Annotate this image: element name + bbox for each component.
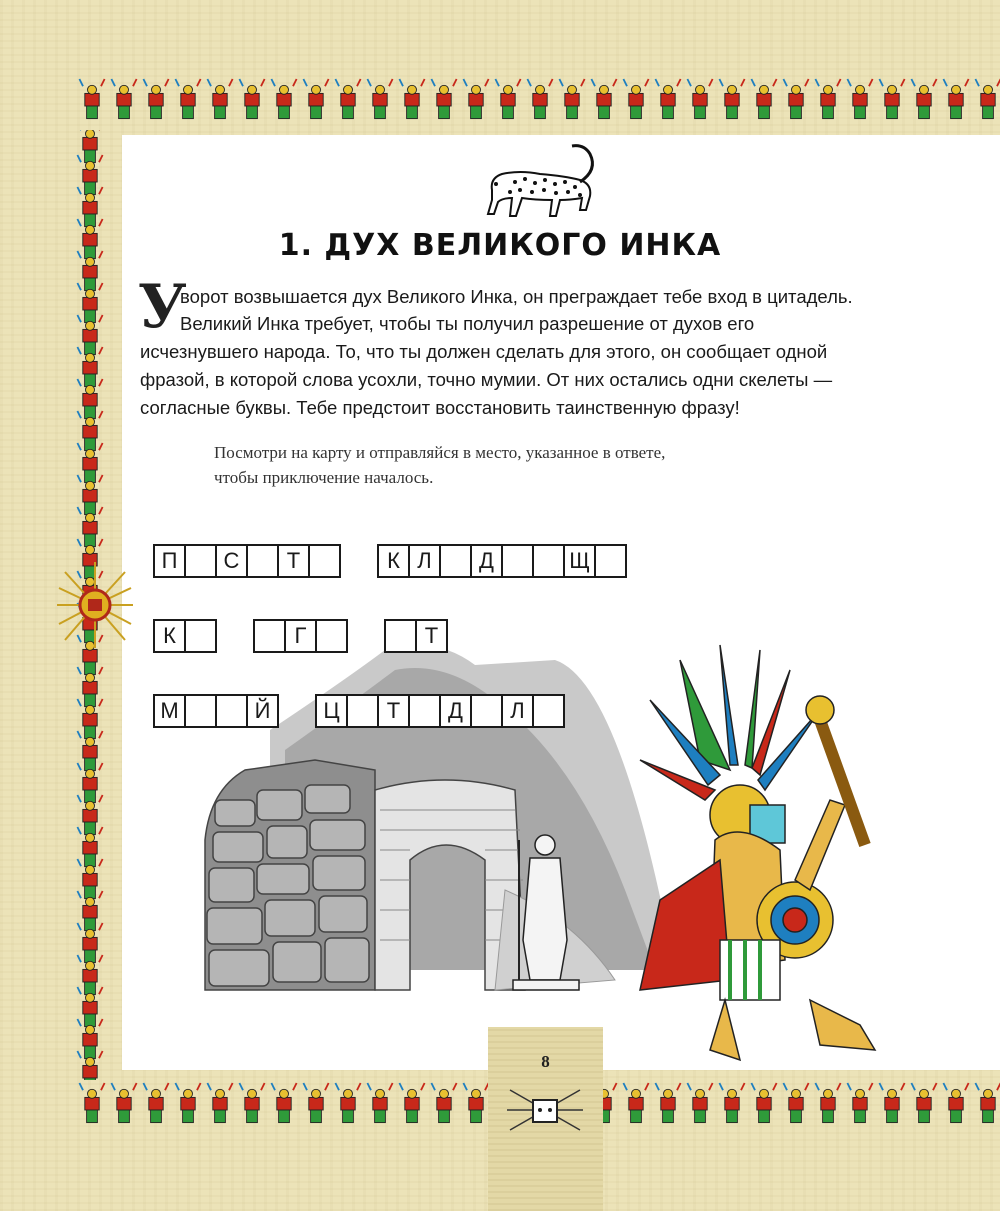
border-figure	[207, 1083, 232, 1123]
puzzle-letter-cell: П	[153, 544, 186, 578]
border-figure	[943, 1083, 968, 1123]
border-figure	[77, 955, 102, 995]
border-figure	[77, 891, 102, 931]
border-figure	[879, 1083, 904, 1123]
border-figure	[911, 79, 936, 119]
border-figure	[77, 731, 102, 771]
instruction-line-1: Посмотри на карту и отправляйся в место, указанное в ответе,	[214, 443, 666, 462]
puzzle-letter-cell: М	[153, 694, 186, 728]
puzzle-blank-cell[interactable]	[308, 544, 341, 578]
border-figure	[79, 79, 104, 119]
border-figure	[335, 79, 360, 119]
border-figure	[335, 1083, 360, 1123]
border-figure	[77, 187, 102, 227]
puzzle-blank-cell[interactable]	[253, 619, 286, 653]
border-figure	[815, 79, 840, 119]
puzzle-blank-cell[interactable]	[184, 694, 217, 728]
border-figure	[77, 379, 102, 419]
instruction-text	[214, 440, 665, 490]
border-figure	[463, 79, 488, 119]
puzzle-word	[253, 619, 348, 653]
border-figure	[77, 763, 102, 803]
puzzle-blank-cell[interactable]	[246, 544, 279, 578]
border-figure	[77, 1051, 102, 1080]
border-figure	[559, 79, 584, 119]
puzzle-word	[377, 544, 627, 578]
puzzle-blank-cell[interactable]	[184, 544, 217, 578]
puzzle-blank-cell[interactable]	[501, 544, 534, 578]
border-figure	[655, 79, 680, 119]
drop-cap: У	[138, 272, 187, 342]
puzzle-blank-cell[interactable]	[315, 619, 348, 653]
puzzle-letter-cell: Щ	[563, 544, 596, 578]
puzzle-letter-cell: Л	[408, 544, 441, 578]
border-figure	[77, 315, 102, 355]
border-figure	[879, 79, 904, 119]
border-figure	[79, 1083, 104, 1123]
puzzle-blank-cell[interactable]	[594, 544, 627, 578]
intro-line-5: согласные буквы. Тебе предстоит восстановить таинственную фразу!	[140, 397, 740, 418]
border-figure	[77, 987, 102, 1027]
border-figure	[847, 79, 872, 119]
border-figure	[687, 1083, 712, 1123]
puzzle-word	[153, 694, 279, 728]
border-figure	[77, 155, 102, 195]
border-figure	[367, 1083, 392, 1123]
puzzle-row-1	[153, 544, 663, 578]
puzzle-blank-cell[interactable]	[408, 694, 441, 728]
border-figure	[77, 475, 102, 515]
puzzle-blank-cell[interactable]	[346, 694, 379, 728]
border-figure	[591, 79, 616, 119]
border-figure	[655, 1083, 680, 1123]
border-figure	[175, 79, 200, 119]
border-figure	[271, 1083, 296, 1123]
border-figure	[77, 923, 102, 963]
puzzle-blank-cell[interactable]	[384, 619, 417, 653]
puzzle-letter-cell: Ц	[315, 694, 348, 728]
puzzle-letter-cell: Т	[415, 619, 448, 653]
instruction-line-2: чтобы приключение началось.	[214, 468, 434, 487]
border-figure	[77, 130, 102, 163]
border-figure	[77, 443, 102, 483]
puzzle-letter-cell: Т	[377, 694, 410, 728]
puzzle-letter-cell: К	[153, 619, 186, 653]
puzzle-blank-cell[interactable]	[215, 694, 248, 728]
border-figure	[911, 1083, 936, 1123]
border-figure	[77, 411, 102, 451]
intro-line-3: исчезнувшего народа. То, что ты должен сделать для этого, он сообщает одной	[140, 341, 828, 362]
puzzle-letter-cell: Г	[284, 619, 317, 653]
border-figure	[77, 667, 102, 707]
border-figure	[815, 1083, 840, 1123]
puzzle-letter-cell: К	[377, 544, 410, 578]
border-figure	[77, 507, 102, 547]
border-figure	[431, 1083, 456, 1123]
border-figure	[143, 79, 168, 119]
puzzle-letter-cell: Й	[246, 694, 279, 728]
border-figure	[719, 1083, 744, 1123]
border-figure	[943, 79, 968, 119]
border-figure	[303, 1083, 328, 1123]
puzzle-letter-cell: С	[215, 544, 248, 578]
border-figure	[239, 1083, 264, 1123]
border-figure	[687, 79, 712, 119]
intro-line-1: ворот возвышается дух Великого Инка, он преграждает тебе вход в цитадель.	[180, 286, 853, 307]
border-figure	[77, 795, 102, 835]
border-figure	[783, 79, 808, 119]
border-figure	[783, 1083, 808, 1123]
puzzle-letter-cell: Т	[277, 544, 310, 578]
jaguar-icon	[480, 140, 610, 225]
border-figure	[271, 79, 296, 119]
puzzle-letter-cell: Д	[470, 544, 503, 578]
page-number: 8	[541, 1052, 550, 1071]
border-figure	[463, 1083, 488, 1123]
puzzle-blank-cell[interactable]	[532, 694, 565, 728]
border-figure	[111, 79, 136, 119]
puzzle-letter-cell: Д	[439, 694, 472, 728]
puzzle-word	[384, 619, 448, 653]
puzzle-word	[315, 694, 565, 728]
decorative-border-top	[78, 72, 1000, 134]
border-figure	[975, 1083, 1000, 1123]
border-figure	[623, 1083, 648, 1123]
puzzle-row-2	[153, 619, 484, 653]
border-figure	[111, 1083, 136, 1123]
border-figure	[143, 1083, 168, 1123]
border-figure	[399, 1083, 424, 1123]
border-figure	[719, 79, 744, 119]
border-figure	[751, 79, 776, 119]
puzzle-blank-cell[interactable]	[439, 544, 472, 578]
puzzle-word	[153, 544, 341, 578]
sun-emblem-icon	[55, 560, 135, 650]
border-figure	[175, 1083, 200, 1123]
border-figure	[975, 79, 1000, 119]
border-figure	[399, 79, 424, 119]
intro-line-2: Великий Инка требует, чтобы ты получил разрешение от духов его	[180, 313, 755, 334]
border-figure	[527, 79, 552, 119]
border-figure	[77, 859, 102, 899]
border-figure	[847, 1083, 872, 1123]
emblem-icon	[505, 1080, 585, 1140]
puzzle-row-3	[153, 694, 601, 728]
border-figure	[77, 283, 102, 323]
border-figure	[367, 79, 392, 119]
border-figure	[623, 79, 648, 119]
border-figure	[303, 79, 328, 119]
warrior-illustration	[620, 640, 890, 1070]
border-figure	[751, 1083, 776, 1123]
chapter-title: 1. ДУХ ВЕЛИКОГО ИНКА	[278, 228, 722, 263]
border-figure	[239, 79, 264, 119]
puzzle-blank-cell[interactable]	[184, 619, 217, 653]
puzzle-blank-cell[interactable]	[470, 694, 503, 728]
border-figure	[77, 1019, 102, 1059]
intro-line-4: фразой, в которой слова усохли, точно мумии. От них остались одни скелеты —	[140, 369, 833, 390]
border-figure	[431, 79, 456, 119]
border-figure	[77, 347, 102, 387]
border-figure	[207, 79, 232, 119]
border-figure	[77, 827, 102, 867]
puzzle-blank-cell[interactable]	[532, 544, 565, 578]
border-figure	[77, 699, 102, 739]
puzzle-letter-cell: Л	[501, 694, 534, 728]
border-figure	[495, 79, 520, 119]
puzzle-word	[153, 619, 217, 653]
